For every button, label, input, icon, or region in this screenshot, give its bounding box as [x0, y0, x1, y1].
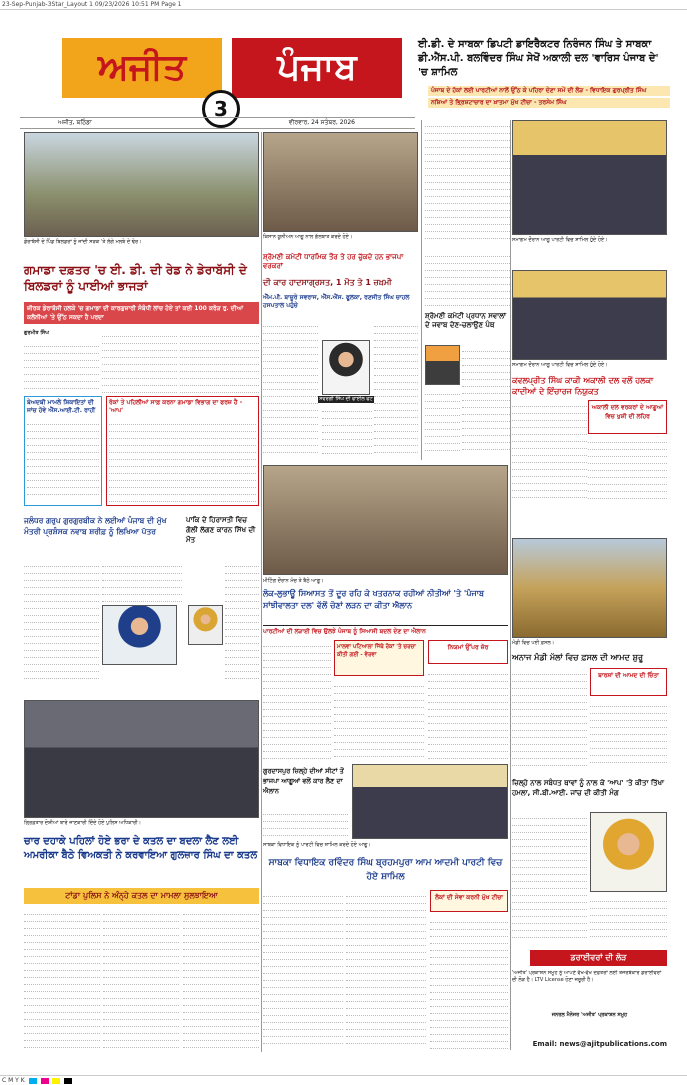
dal-headline: ਲੋਕ-ਲੁਭਾਊ ਸਿਆਸਤ ਤੋਂ ਦੂਰ ਰਹਿ ਕੇ ਖਤਰਨਾਕ ਰਹੀਆਂ ਨੀਤੀਆਂ 'ਤੇ 'ਪੰਜਾਬ ਸਾਂਝੀਵਾਲਤਾ ਦਲ' ਵੱਲੋਂ ਚੋਣਾਂ ਲੜਨ ਦਾ ਕੀਤਾ ਐਲਾਨ — [263, 589, 485, 610]
accident-portrait — [322, 340, 370, 395]
cyan-swatch — [29, 1078, 37, 1084]
dal-meeting-photo — [263, 465, 508, 575]
dal-rules-box-title: ਨਿਯਮਾਂ ਉੱਪਰ ਜ਼ੋਰ — [447, 644, 489, 651]
accident-body-right — [374, 320, 418, 460]
drivers-wanted-banner: ਡਰਾਈਵਰਾਂ ਦੀ ਲੋੜ — [530, 950, 667, 966]
construction-photo-caption: ਡੇਰਾਬੱਸੀ ਦੇ ਪਿੰਡ ਬਿਲਡਰਾਂ ਨੂੰ ਜਾਂਦੀ ਸੜਕ 'ਤੇ ਲੱਗੇ ਮਲਬੇ ਦੇ ਢੇਰ। — [24, 239, 142, 245]
committee-body-2 — [425, 388, 460, 458]
brahmpura-headline: ਸਾਬਕਾ ਵਿਧਾਇਕ ਰਵਿੰਦਰ ਸਿੰਘ ਬ੍ਰਹਮਪੁਰਾ ਆਮ ਆਦਮੀ ਪਾਰਟੀ ਵਿਚ ਹੋਏ ਸ਼ਾਮਿਲ — [268, 858, 503, 882]
drivers-wanted-email: Email: news@ajitpublications.com — [532, 1040, 667, 1048]
committee-portrait — [425, 345, 460, 385]
vigilance-headline: ਜ਼ਿਲ੍ਹੇ ਨਾਲ ਸਬੰਧਤ ਥਾਵਾਂ ਨੂੰ ਨਾਲ ਕੇ 'ਆਪ' 'ਤੇ ਕੀਤਾ ਤਿੱਖਾ ਹਮਲਾ, ਸੀ.ਬੀ.ਆਈ. ਜਾਂਚ ਦੀ ਕੀਤੀ ਮੰਗ — [512, 779, 665, 797]
grain-market-photo — [512, 538, 667, 638]
gmada-body-col2 — [102, 330, 177, 395]
jalandhar-headline: ਜਲੰਧਰ ਗਰੁਪ ਗੁਰਗੁਰਬੀਕ ਨੇ ਲਈਆਂ ਪੰਜਾਬ ਦੀ ਮੁੱਖ ਮੰਤਰੀ ਪ੍ਰਸ਼ੰਸਕ ਨਵਾਬ ਸ਼ਰੀਫ਼ ਨੂੰ ਲਿਖਿਆ ਪੱਤਰ — [24, 516, 167, 536]
magenta-swatch — [41, 1078, 49, 1084]
dateline-place: ਅਜੀਤ, ਬਠਿੰਡਾ — [58, 119, 92, 126]
pak-portrait — [188, 605, 223, 645]
masthead-left-title: ਅਜੀਤ — [62, 38, 222, 98]
vigilance-body — [512, 812, 587, 942]
kawaljit-photo — [512, 270, 667, 360]
brahmpura-quote-title: ਲੋਕਾਂ ਦੀ ਸੇਵਾ ਕਰਨੀ ਮੁੱਖ ਟੀਚਾ — [434, 894, 504, 901]
dal-meeting-caption: ਮੀਟਿੰਗ ਦੌਰਾਨ ਮੰਚ ਤੇ ਬੈਠੇ ਆਗੂ। — [263, 578, 324, 584]
jalandhar-body-2 — [102, 560, 182, 604]
meeting-photo-caption: ਕਿਸਾਨ ਯੂਨੀਅਨ ਆਗੂ ਨਾਲ ਗੱਲਬਾਤ ਕਰਦੇ ਹੋਏ। — [263, 234, 353, 240]
murder-body-3 — [183, 908, 259, 1048]
page-number: 3 — [202, 90, 240, 128]
brahmpura-body-2 — [346, 890, 426, 1050]
column-rule-3 — [510, 120, 511, 1050]
jalandhar-body — [24, 560, 99, 680]
police-press-photo — [24, 700, 259, 818]
dateline — [20, 117, 415, 129]
masthead-right-title: ਪੰਜਾਬ — [232, 38, 402, 98]
bjp-headline: ਸ਼੍ਰੋਮਣੀ ਕਮੇਟੀ ਧਾਰਮਿਕ ਤੌਰ ਤੇ ਹਰ ਚੁੱਕਦੇ ਹਨ ਭਾਜਪਾ ਵਰਕਰਾਂ — [263, 253, 404, 270]
dal-rules-box — [428, 640, 508, 664]
gmada-body-col1 — [24, 340, 99, 395]
akali-workers-box-title: ਅਕਾਲੀ ਦਲ ਵਰਕਰਾਂ ਦੇ ਆਗੂਆਂ ਵਿਚ ਖੁਸ਼ੀ ਦੀ ਲਹਿਰ — [591, 404, 664, 420]
dal-body-1 — [263, 640, 331, 760]
accident-subhead: ਐੱਮ.ਪੀ. ਬਾਜ਼ੂਰੇ ਸਵਰਾਜ, ਐੱਸ.ਐੱਸ. ਫੂਲਕਾ, ਰਣਜੀਤ ਸਿੰਘ ਚਾਹਲ ਹਸਪਤਾਲ ਪਹੁੰਚੇ — [263, 294, 410, 309]
print-color-bar — [0, 1075, 687, 1085]
top-right-headline: ਈ.ਡੀ. ਦੇ ਸਾਬਕਾ ਡਿਪਟੀ ਡਾਇਰੈਕਟਰ ਨਿਰੰਜਨ ਸਿੰਘ ਤੇ ਸਾਬਕਾ ਡੀ.ਐੱਸ.ਪੀ. ਬਲਵਿੰਦਰ ਸਿੰਘ ਸੇਖੋਂ ਅਕਾਲੀ ਦਲ 'ਵਾਰਿਸ ਪੰਜਾਬ ਦੇ' 'ਚ ਸ਼ਾਮਿਲ — [418, 39, 659, 78]
accident-body-left — [263, 320, 318, 460]
murder-headline: ਚਾਰ ਦਹਾਕੇ ਪਹਿਲਾਂ ਹੋਏ ਭਰਾ ਦੇ ਕਤਲ ਦਾ ਬਦਲਾ ਲੈਣ ਲਈ ਅਮਰੀਕਾ ਬੈਠੇ ਵਿਅਕਤੀ ਨੇ ਕਰਵਾਇਆ ਗੁਲਜ਼ਾਰ ਸਿੰਘ ਦਾ ਕਤਲ — [24, 836, 258, 861]
meeting-photo — [263, 132, 418, 232]
construction-photo — [24, 132, 259, 237]
brahmpura-quote-box — [430, 890, 508, 912]
dal-inner-box-title: ਮਾਲਵਾ ਪਟਿਆਲਾ ਜਿੱਥੇ ਰੋਕਾਂ 'ਤੇ ਚਰਚਾ ਕੀਤੀ ਗਈ - ਵੇਰਵਾ — [337, 644, 416, 658]
accident-headline: ਦੀ ਕਾਰ ਹਾਦਸਾਗ੍ਰਸਤ, 1 ਮੌਤ ਤੇ 1 ਜ਼ਖ਼ਮੀ — [263, 278, 392, 287]
kawaljit-caption: ਸਮਾਗਮ ਦੌਰਾਨ ਆਗੂ ਪਾਰਟੀ ਵਿਚ ਸ਼ਾਮਿਲ ਹੁੰਦੇ ਹੋਏ। — [512, 362, 608, 368]
gmada-body-col3 — [180, 330, 259, 395]
black-swatch — [64, 1078, 72, 1084]
brahmpura-photo — [352, 764, 508, 839]
yellow-swatch — [52, 1078, 60, 1084]
kawaljit-body-2 — [588, 436, 667, 500]
joining-photo-caption: ਸਮਾਗਮ ਦੌਰਾਨ ਆਗੂ ਪਾਰਟੀ ਵਿਚ ਸ਼ਾਮਿਲ ਹੁੰਦੇ ਹੋਏ। — [512, 237, 608, 243]
tanda-police-banner: ਟਾਂਡਾ ਪੁਲਿਸ ਨੇ ਅੰਨ੍ਹੇ ਕਤਲ ਦਾ ਮਾਮਲਾ ਸੁਲਝਾਇਆ — [24, 888, 259, 904]
pak-headline: ਪਾਕਿ ਦੇ ਹਿਰਾਸਤੀ ਵਿਚ ਗੋਲੀ ਲੱਗਣ ਕਾਰਨ ਸਿੱਖ ਦੀ ਮੌਤ — [186, 516, 256, 544]
grain-body-2 — [590, 700, 667, 768]
column-rule-2 — [421, 120, 422, 460]
aap-box-title: ਰੋਕਾਂ ਤੇ ਪਹਿਲੀਆਂ ਸਾਫ਼ ਕਰਨਾ ਗਮਾਡਾ ਵਿਭਾਗ ਦਾ ਫਰਜ਼ ਹੈ - 'ਆਪ' — [109, 399, 243, 414]
drivers-wanted-text: 'ਅਜੀਤ' ਪ੍ਰਕਾਸ਼ਨ ਸਮੂਹ ਨੂੰ ਆਪਣੇ ਵੱਖ-ਵੱਖ ਦਫ਼ਤਰਾਂ ਲਈ ਤਜਰਬੇਕਾਰ ਡਰਾਈਵਰਾਂ ਦੀ ਲੋੜ ਹੈ। LTV License ਹੋਣਾ ਜ਼ਰੂਰੀ ਹੈ। — [512, 970, 662, 983]
page-slug: 23-Sep-Punjab-3Star_Layout 1 09/23/2026 10:51 PM Page 1 — [0, 0, 687, 10]
accident-body-bottom — [322, 405, 372, 460]
committee-body — [462, 345, 510, 455]
aap-box — [106, 396, 259, 506]
committee-body-top — [425, 250, 510, 310]
top-right-subhead-2: ਨਸ਼ਿਆਂ ਤੇ ਭ੍ਰਿਸ਼ਟਾਚਾਰ ਦਾ ਖ਼ਾਤਮਾ ਮੁੱਖ ਟੀਚਾ - ਤਰਸੇਮ ਸਿੰਘ — [428, 98, 670, 108]
committee-headline: ਸ਼੍ਰੋਮਣੀ ਕਮੇਟੀ ਪ੍ਰਧਾਨ ਸਵਾਲਾਂ ਦੇ ਜਵਾਬ ਦੇਣ-ਚਲਾਉਣ ਪੰਥ — [425, 312, 506, 329]
vigilance-body-2 — [590, 895, 667, 942]
akali-workers-box — [588, 400, 667, 434]
gmada-byline: ਗੁਰਮੀਤ ਸਿੰਘ — [24, 330, 49, 336]
column-rule-1 — [261, 132, 262, 1052]
drivers-wanted-signoff: ਜਨਰਲ ਮੈਨੇਜਰ 'ਅਜੀਤ' ਪ੍ਰਕਾਸ਼ਨ ਸਮੂਹ — [551, 1012, 628, 1018]
gurdaspur-headline: ਗੁਰਦਾਸਪੁਰ ਜ਼ਿਲ੍ਹੇ ਦੀਆਂ ਸੀਟਾਂ ਤੋਂ ਭਾਜਪਾ ਆਗੂਆਂ ਵਲੋਂ ਕਾਰ ਲੈਣ ਦਾ ਐਲਾਨ — [263, 767, 344, 795]
kawaljit-headline: ਕਵਲਪ੍ਰੀਤ ਸਿੰਘ ਕਾਕੀ ਅਕਾਲੀ ਦਲ ਵਲੋਂ ਹਲਕਾ ਕਾਦੀਆਂ ਦੇ ਇੰਚਾਰਜ ਨਿਯੁਕਤ — [512, 376, 654, 396]
vigilance-portrait — [590, 812, 667, 892]
gurdaspur-body — [263, 808, 348, 840]
brahmpura-body-1 — [263, 890, 343, 1050]
grain-market-headline: ਅਨਾਜ ਮੰਡੀ ਮੱਲਾਂ ਵਿਚ ਫ਼ਸਲ ਦੀ ਆਮਦ ਸ਼ੁਰੂ — [512, 653, 643, 662]
top-right-body — [425, 120, 510, 240]
police-photo-caption: ਗ੍ਰਿਫ਼ਤਾਰ ਦੋਸ਼ੀਆਂ ਬਾਰੇ ਜਾਣਕਾਰੀ ਦਿੰਦੇ ਹੋਏ ਪੁਲਿਸ ਅਧਿਕਾਰੀ। — [24, 820, 142, 826]
top-right-story — [418, 38, 670, 118]
joining-photo — [512, 120, 667, 235]
rain-box — [590, 668, 667, 696]
gmada-subhead: ਜ਼ੀਰਕ ਡੇਰਾਬੱਸੀ ਹਲਕੇ 'ਚ ਗਮਾਡਾ ਦੀ ਕਾਰਗੁਜ਼ਾਰੀ ਸੰਬੰਧੀ ਲਾਂਚ ਹੋਏ ਤਾਂ ਕਈ 100 ਕਰੋੜ ਰੁ. ਦੀਆਂ ਕਲੋਨੀਆਂ 'ਤੇ ਉੱਠ ਸਕਦਾ ਹੈ ਪਰਦਾ — [24, 302, 259, 324]
brahmpura-body-3 — [430, 916, 508, 1050]
dal-body-3 — [428, 668, 508, 760]
rain-box-title: ਬਾਰਸ਼ਾਂ ਦੀ ਆਮਦ ਦੀ ਚਿੰਤਾ — [598, 672, 659, 679]
accident-portrait-caption: ਸਵਰਗੀ ਸਿੰਘ ਦੀ ਫਾਈਲ ਫੋਟੋ — [319, 396, 373, 402]
murder-body-2 — [103, 908, 179, 1048]
dal-body-2 — [334, 680, 424, 760]
dal-inner-box — [334, 640, 424, 676]
dal-subhead: ਪਾਰਟੀਆਂ ਦੀ ਲੜਾਈ ਵਿਚ ਉਲਝੇ ਪੰਜਾਬ ਨੂੰ ਸਿਆਸੀ ਬਦਲ ਦੇਣ ਦਾ ਐਲਾਨ — [263, 628, 426, 635]
dal-divider — [263, 625, 508, 626]
masthead — [62, 30, 408, 121]
murder-body-1 — [24, 908, 100, 1048]
grain-market-caption: ਮੰਡੀ ਵਿਚ ਪਈ ਫ਼ਸਲ। — [512, 640, 555, 646]
sacrilege-box — [24, 396, 102, 506]
brahmpura-caption: ਸਾਬਕਾ ਵਿਧਾਇਕ ਨੂੰ ਪਾਰਟੀ ਵਿਚ ਸ਼ਾਮਿਲ ਕਰਦੇ ਹੋਏ ਆਗੂ। — [263, 842, 371, 848]
kawaljit-body — [512, 400, 587, 500]
jalandhar-portrait — [102, 605, 177, 665]
gmada-ed-raid-headline: ਗਮਾਡਾ ਦਫ਼ਤਰ 'ਚ ਈ. ਡੀ. ਦੀ ਰੇਡ ਨੇ ਡੇਰਾਬੱਸੀ ਦੇ ਬਿਲਡਰਾਂ ਨੂੰ ਪਾਈਆਂ ਭਾਜੜਾਂ — [24, 263, 247, 293]
grain-body-1 — [512, 668, 587, 768]
color-bar-label: C M Y K — [2, 1077, 25, 1084]
sacrilege-box-title: ਬੇਅਦਬੀ ਮਾਮਲੇ ਸ਼ਿਕਾਇਤਾਂ ਦੀ ਜਾਂਚ ਹੋਵੇ ਐੱਸ.ਆਈ.ਟੀ. ਰਾਹੀਂ — [27, 399, 96, 414]
pak-body — [225, 560, 259, 680]
dateline-date: ਵੀਰਵਾਰ, 24 ਸਤੰਬਰ, 2026 — [288, 119, 355, 126]
top-right-subhead-1: ਪੰਜਾਬ ਦੇ ਹੱਕਾਂ ਲਈ ਪਾਰਟੀਆਂ ਨਾਲੋਂ ਉੱਠ ਕੇ ਪਹਿਰਾ ਦੇਣਾ ਸਮੇਂ ਦੀ ਲੋੜ - ਵਿਧਾਇਕ ਗੁਰਪ੍ਰੀਤ ਸਿੰਘ — [428, 86, 670, 96]
